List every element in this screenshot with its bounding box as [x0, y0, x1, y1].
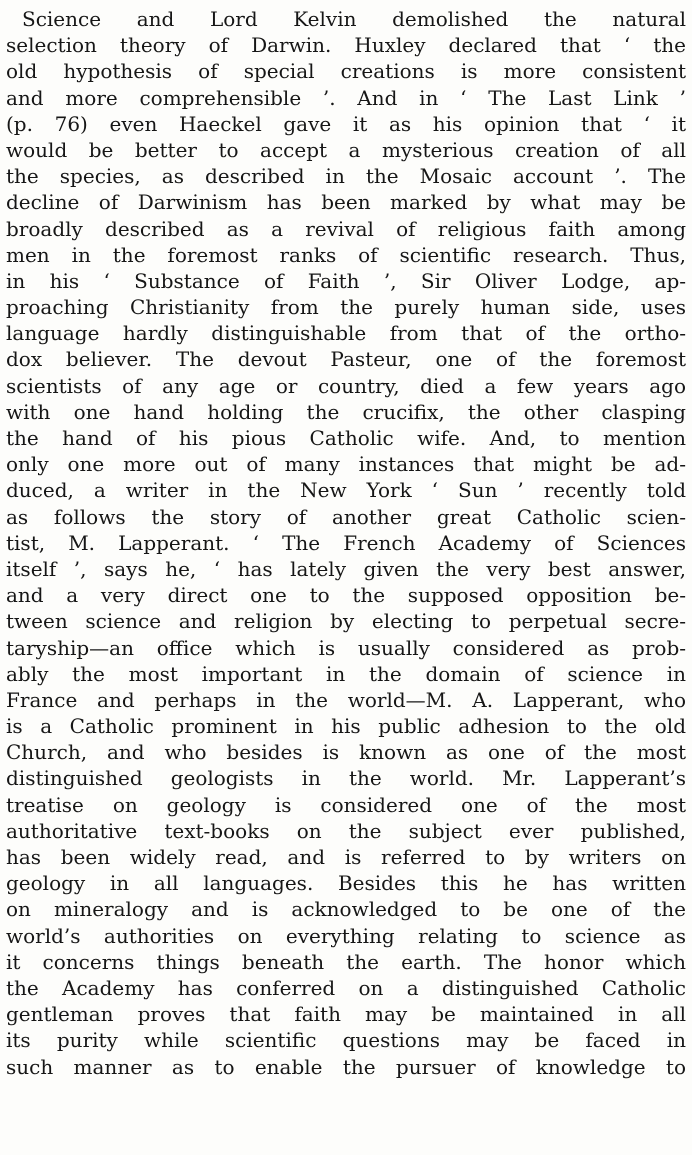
text-line: the hand of his pious Catholic wife. And, to mention — [6, 426, 686, 450]
text-line: it concerns things beneath the earth. The honor which — [6, 949, 686, 974]
text-line: dox believer. The devout Pasteur, one of the foremost — [6, 347, 686, 372]
text-line: taryship—an office which is usually considered as prob- — [6, 635, 686, 660]
text-line: decline of Darwinism has been marked by what may be — [6, 190, 686, 215]
text-line: such manner as to enable the pursuer of knowledge to — [6, 1054, 686, 1079]
text-line: treatise on geology is considered one of the most — [6, 792, 686, 817]
text-line: geology in all languages. Besides this he has written — [6, 871, 686, 896]
text-line: duced, a writer in the New York ‘ Sun ’ recently told — [6, 478, 686, 503]
text-line: tween science and religion by electing to perpetual secre- — [6, 609, 686, 634]
text-line: would be better to accept a mysterious creation of all — [6, 137, 686, 162]
text-line: tist, M. Lapperant. ‘ The French Academy of Sciences — [6, 530, 686, 555]
text-line: scientists of any age or country, died a few years ago — [6, 373, 686, 398]
text-line: old hypothesis of special creations is more consistent — [6, 59, 686, 84]
text-line: has been widely read, and is referred to by writers on — [6, 845, 686, 869]
text-line: and more comprehensible ’. And in ‘ The Last Link ’ — [6, 85, 686, 110]
text-line: France and perhaps in the world—M. A. Lapperant, who — [6, 687, 686, 712]
text-line: Science and Lord Kelvin demolished the natural — [22, 7, 686, 31]
text-line: Church, and who besides is known as one of the most — [6, 740, 686, 765]
text-line: gentleman proves that faith may be maintained in all — [6, 1002, 686, 1027]
text-line: is a Catholic prominent in his public adhesion to the old — [6, 714, 686, 739]
text-line: and a very direct one to the supposed opposition be- — [6, 583, 686, 608]
text-line: on mineralogy and is acknowledged to be one of the — [6, 897, 686, 922]
text-column — [6, 6, 686, 1080]
text-line: in his ‘ Substance of Faith ’, Sir Oliver Lodge, ap- — [6, 268, 686, 293]
text-line: language hardly distinguishable from that of the ortho- — [6, 321, 686, 346]
text-line: selection theory of Darwin. Huxley declared that ‘ the — [6, 33, 686, 58]
text-line: distinguished geologists in the world. Mr. Lapperant’s — [6, 766, 686, 791]
text-line: as follows the story of another great Catholic scien- — [6, 504, 686, 529]
text-line: authoritative text-books on the subject ever published, — [6, 818, 686, 843]
text-line: the species, as described in the Mosaic account ’. The — [6, 164, 686, 189]
text-line: (p. 76) even Haeckel gave it as his opinion that ‘ it — [6, 111, 686, 136]
text-line: broadly described as a revival of religious faith among — [6, 216, 686, 241]
text-line: itself ’, says he, ‘ has lately given the very best answer, — [6, 556, 686, 581]
text-line: with one hand holding the crucifix, the other clasping — [6, 399, 686, 424]
text-line: world’s authorities on everything relating to science as — [6, 923, 686, 948]
text-line: proaching Christianity from the purely human side, uses — [6, 295, 686, 320]
text-line: ably the most important in the domain of science in — [6, 661, 686, 686]
text-line: men in the foremost ranks of scientific research. Thus, — [6, 242, 686, 267]
text-line: the Academy has conferred on a distinguished Catholic — [6, 975, 686, 1000]
text-line: only one more out of many instances that might be ad- — [6, 452, 686, 477]
text-line: its purity while scientific questions may be faced in — [6, 1028, 686, 1053]
